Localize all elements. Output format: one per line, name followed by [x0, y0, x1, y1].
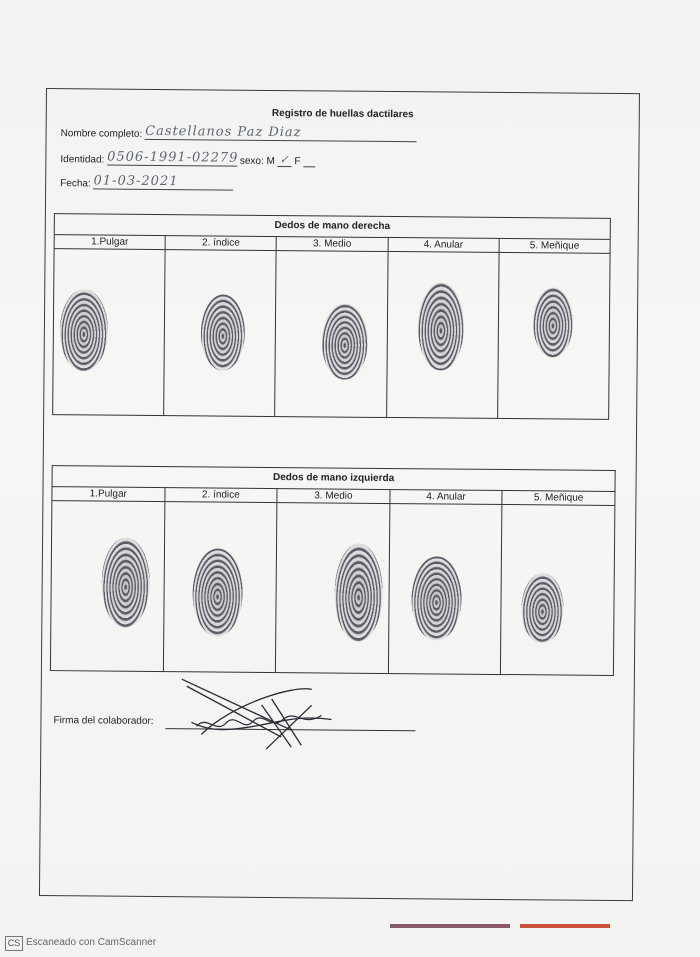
right-finger-label: 3. Medio: [277, 237, 388, 251]
fingerprint-image: [60, 289, 109, 371]
id-field: [60, 149, 315, 167]
right-hand-table: [52, 213, 611, 420]
left-hand-table: [50, 465, 616, 676]
sex-checkmark: ✓: [279, 153, 290, 167]
right-ring-cell: [387, 252, 500, 418]
right-middle-cell: [276, 251, 389, 417]
fingerprint-image: [417, 282, 464, 370]
fingerprint-image: [411, 556, 462, 640]
camscanner-text: Escaneado con CamScanner: [26, 937, 157, 948]
fingerprint-image: [532, 287, 573, 357]
fingerprint-image: [334, 544, 383, 642]
left-pinky-cell: [501, 505, 614, 675]
id-value: 0506-1991-02279: [107, 149, 239, 166]
left-finger-label: 4. Anular: [390, 490, 503, 504]
form-title: Registro de huellas dactilares: [271, 107, 414, 121]
left-finger-label: 3. Medio: [278, 489, 391, 503]
left-finger-label: 5. Meñique: [533, 492, 584, 504]
sex-label: sexo: M: [239, 155, 275, 167]
right-finger-label: 5. Meñique: [529, 240, 580, 252]
date-value: 01-03-2021: [93, 173, 179, 190]
date-field: [60, 173, 233, 191]
date-label: Fecha:: [60, 178, 91, 190]
camscanner-logo-icon: CS: [5, 936, 23, 951]
left-hand-title: Dedos de mano izquierda: [53, 466, 615, 492]
left-thumb-cell: [51, 501, 165, 671]
left-finger-label: 2. índice: [165, 488, 278, 502]
right-finger-label: 2. índice: [166, 236, 277, 250]
left-middle-cell: [276, 503, 390, 673]
right-thumb-cell: [53, 249, 166, 415]
name-field: [61, 123, 418, 142]
fingerprint-image: [192, 548, 243, 636]
right-index-cell: [164, 250, 277, 416]
fingerprint-image: [522, 573, 565, 643]
left-ring-cell: [389, 504, 503, 674]
right-finger-label: 4. Anular: [388, 238, 499, 252]
left-index-cell: [164, 502, 278, 672]
fingerprint-form: [39, 88, 640, 901]
signature-label: Firma del colaborador:: [53, 715, 154, 727]
fingerprint-image: [201, 294, 246, 370]
left-finger-label: 1.Pulgar: [52, 487, 165, 501]
signature-drawing: [171, 674, 352, 756]
name-value: Castellanos Paz Diaz: [145, 123, 302, 141]
right-hand-title: Dedos de mano derecha: [55, 214, 610, 240]
id-label: Identidad:: [60, 154, 105, 166]
sex-f-label: F: [294, 156, 301, 168]
name-label: Nombre completo:: [60, 128, 143, 140]
right-finger-label: 1.Pulgar: [55, 235, 166, 249]
fingerprint-image: [322, 303, 369, 379]
right-pinky-cell: [498, 253, 610, 419]
fingerprint-image: [101, 538, 150, 628]
